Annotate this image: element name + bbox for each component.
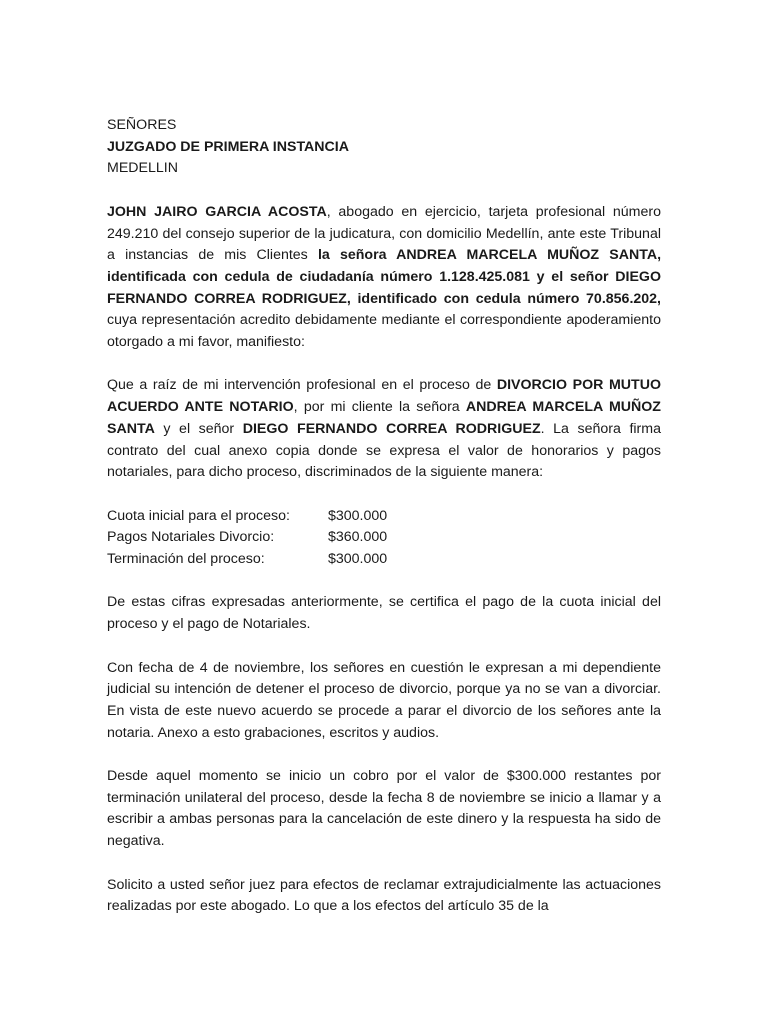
addressee-line-1: SEÑORES (107, 117, 177, 133)
process-text-3: y el señor (154, 420, 243, 437)
paragraph-divorce-stopped: Con fecha de 4 de noviembre, los señores en cuestión le expresan a mi dependiente judicial su intención de detener el proceso de divorcio, porque ya no se van a divorciar. En vista de este nuevo acuerdo se procede a parar el divorcio de los señores ante la notaria. Anexo a esto grabaciones, escritos y audios. (107, 659, 661, 741)
client-name-2: DIEGO FERNANDO CORREA RODRIGUEZ (242, 420, 541, 437)
fees-list (107, 506, 661, 571)
fee-amount: $300.000 (328, 551, 388, 568)
fee-amount: $360.000 (328, 529, 388, 546)
paragraph-request: Solicito a usted señor juez para efectos de reclamar extrajudicialmente las actuaciones realizadas por este abogado. Lo que a los efectos del artículo 35 de la (107, 876, 661, 915)
paragraph-intro (107, 202, 661, 354)
addressee-block (107, 115, 661, 180)
intro-text-2: cuya representación acredito debidamente mediante el correspondiente apoderamiento otorgado a mi favor, manifiesto: (107, 312, 661, 351)
process-type: DIVORCIO POR MUTUO ACUERDO ANTE NOTARIO (107, 377, 661, 416)
process-text-4: . La señora firma contrato del cual anexo copia donde se expresa el valor de honorarios y pagos notariales, para dicho proceso, discriminados de la siguiente manera: (107, 420, 661, 481)
fee-label: Terminación del proceso: (107, 551, 265, 568)
paragraph-process (107, 375, 661, 484)
letter-body (107, 115, 661, 918)
lawyer-name: JOHN JAIRO GARCIA ACOSTA (107, 203, 327, 220)
clients-identification: la señora ANDREA MARCELA MUÑOZ SANTA, identificada con cedula de ciudadanía número 1.128.425.081 y el señor DIEGO FERNANDO CORREA RODRIGUEZ, identificado con cedula número 70.856.202, (107, 247, 662, 307)
paragraph-payment-certified: De estas cifras expresadas anteriormente, se certifica el pago de la cuota inicial del proceso y el pago de Notariales. (107, 594, 661, 633)
process-text-1: Que a raíz de mi intervención profesional en el proceso de (107, 377, 497, 394)
addressee-court: JUZGADO DE PRIMERA INSTANCIA (107, 138, 349, 155)
client-name-1: ANDREA MARCELA MUÑOZ SANTA (107, 399, 661, 437)
fee-amount: $300.000 (328, 507, 388, 524)
fee-label: Cuota inicial para el proceso: (107, 507, 290, 524)
addressee-city: MEDELLIN (107, 160, 178, 177)
fee-label: Pagos Notariales Divorcio: (107, 529, 275, 546)
intro-text-1: , abogado en ejercicio, tarjeta profesional número 249.210 del consejo superior de la judicatura, con domicilio Medellín, ante este Tribunal a instancias de mis Clientes (107, 203, 662, 264)
paragraph-collection: Desde aquel momento se inicio un cobro por el valor de $300.000 restantes por terminación unilateral del proceso, desde la fecha 8 de noviembre se inicio a llamar y a escribir a ambas personas para la cancelación de este dinero y la respuesta ha sido de negativa. (107, 768, 661, 850)
process-text-2: , por mi cliente la señora (293, 399, 466, 416)
